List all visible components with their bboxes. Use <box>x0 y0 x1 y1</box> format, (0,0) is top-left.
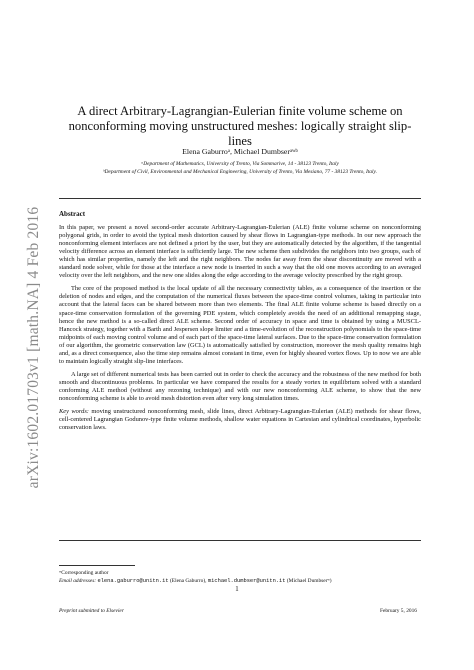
bottom-rule <box>59 540 421 541</box>
abstract-section <box>59 210 421 432</box>
email-dumbser[interactable]: michael.dumbser@unitn.it <box>207 578 286 584</box>
keywords <box>59 408 421 432</box>
footnote-corresponding: ʷCorresponding author <box>59 570 109 576</box>
affiliations <box>60 160 420 176</box>
arxiv-identifier: arXiv:1602.01703v1 [math.NA] 4 Feb 2016 <box>25 206 42 489</box>
top-rule <box>59 198 421 199</box>
title-line-1: A direct Arbitrary-Lagrangian-Eulerian finite volume scheme on <box>77 104 403 118</box>
affiliation-a: ᵃDepartment of Mathematics, University of Trento, Via Sommarive, 14 - 38123 Trento, Italy <box>141 161 339 167</box>
email-gaburro-name: (Elena Gaburro), <box>169 578 207 584</box>
footnote-emails <box>59 577 421 585</box>
footnotes <box>59 569 421 585</box>
abstract-paragraph-3: A large set of different numerical tests has been carried out in order to check the accuracy and the robustness of the new method for both smooth and discontinuous problems. In particular we have compared the results for a steady vortex in equilibrium solved with a standard conforming ALE method (without any rezoning technique) and with our new nonconforming ALE scheme, to show that the new nonconforming scheme is able to avoid mesh distortion even after very long simulation times. <box>59 370 421 402</box>
email-label: Email addresses: <box>59 578 97 584</box>
title-line-2: nonconforming moving unstructured meshes: logically straight slip-lines <box>68 119 412 148</box>
affiliation-b: ᵇDepartment of Civil, Environmental and Mechanical Engineering, University of Trento, Via Mesiano, 77 - 38123 Trento, Italy. <box>103 169 377 175</box>
footer-date: February 5, 2016 <box>380 608 417 614</box>
arxiv-sidebar <box>8 175 42 520</box>
abstract-heading: Abstract <box>59 210 86 218</box>
footer-journal: Preprint submitted to Elsevier <box>59 608 124 614</box>
abstract-paragraph-1: In this paper, we present a novel second-order accurate Arbitrary-Lagrangian-Eulerian (ALE) finite volume scheme on nonconforming polygonal grids, in order to avoid the typical mesh distortion caused by shear flows in Lagrangian-type methods. In our new approach the nonconforming element interfaces are not defined a priori by the user, but they are automatically detected by the algorithm, if the tangential velocity difference across an element interface is sufficiently large. The new scheme then subdivides the neighbors into two groups, each of which has similar properties, namely the left and the right neighbors. The nodes far away from the shear discontinuity are moved with a standard node solver, while for those at the interface a new node is inserted in such a way that the old one moves according to an averaged velocity over the left neighbors, and the new one slides along the edge according to the average velocity prescribed by the right group. <box>59 224 421 280</box>
email-gaburro[interactable]: elena.gaburro@unitn.it <box>97 578 169 584</box>
page-number: 1 <box>235 586 239 593</box>
footnote-rule <box>59 565 135 566</box>
authors: Elena Gaburroᵃ, Michael Dumbserᵃʷᵇ <box>182 147 298 156</box>
keywords-label: Key words: <box>59 408 89 416</box>
keywords-text: moving unstructured nonconforming mesh, slide lines, direct Arbitrary-Lagrangian-Eulerian (ALE) methods for shear flows, cell-centered Lagrangian Godunov-type finite volume methods, shallow water equations in Cartesian and cylindrical coordinates, hyperbolic conservation laws. <box>59 408 421 432</box>
abstract-paragraph-2: The core of the proposed method is the local update of all the necessary connectivity tables, as a consequence of the insertion or the deletion of nodes and edges, and the computation of the numerical fluxes between the space-time control volumes, taking in particular into account that the lateral faces can be shared between more than two elements. The final ALE finite volume scheme is based directly on a space-time conservation formulation of the governing PDE system, which completely avoids the need of an additional remapping stage, hence the new method is a so-called direct ALE scheme. Second order of accuracy in space and time is obtained by using a MUSCL-Hancock strategy, together with a Barth and Jespersen slope limiter and a time-evolution of the reconstruction polynomials to the space-time midpoints of each moving control volume and of each part of the space-time lateral surfaces. Due to the space-time conservation formulation of our algorithm, the geometric conservation law (GCL) is automatically satisfied by construction, moreover the mesh quality remains high and, as a direct consequence, also the time step remains almost constant in time, even for highly sheared vortex flows. Up to now we are able to maintain logically straight slip-line interfaces. <box>59 285 421 365</box>
paper-title <box>60 104 420 149</box>
email-dumbser-name: (Michael Dumbserʷ) <box>286 578 332 584</box>
